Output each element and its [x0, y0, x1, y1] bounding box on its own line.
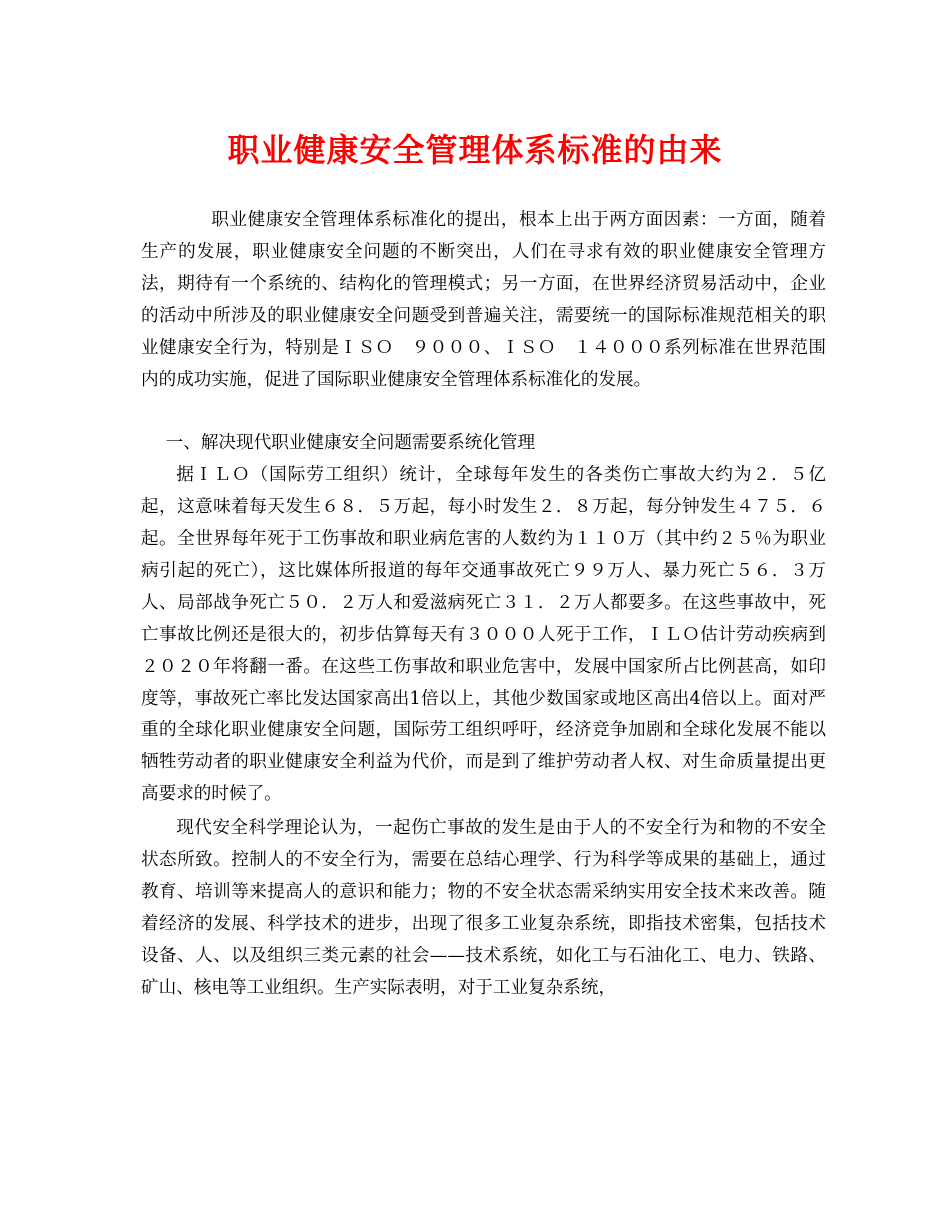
section-heading: 一、解决现代职业健康安全问题需要系统化管理: [165, 433, 536, 454]
intro-paragraph: 职业健康安全管理体系标准化的提出，根本上出于两方面因素：一方面，随着生产的发展，职业健康安全问题的不断突出，人们在寻求有效的职业健康安全管理方法，期待有一个系统的、结构化的管理模式；另一方面，在世界经济贸易活动中，企业的活动中所涉及的职业健康安全问题受到普遍关注，需要统一的国际标准规范相关的职业健康安全行为，特别是ＩＳＯ ９０００、ＩＳＯ １４０００系列标准在世界范围内的成功实施，促进了国际职业健康安全管理体系标准化的发展。: [141, 210, 826, 390]
ilo-statistics-paragraph: 据ＩＬＯ（国际劳工组织）统计，全球每年发生的各类伤亡事故大约为２．５亿起，这意味着每天发生６８．５万起，每小时发生２．８万起，每分钟发生４７５．６起。全世界每年死于工伤事故和职业病危害的人数约为１１０万（其中约２５％为职业病引起的死亡），这比媒体所报道的每年交通事故死亡９９万人、暴力死亡５６．３万人、局部战争死亡５０．２万人和爱滋病死亡３１．２万人都要多。在这些事故中，死亡事故比例还是很大的，初步估算每天有３０００人死于工作，ＩＬＯ估计劳动疾病到２０２０年将翻一番。在这些工伤事故和职业危害中，发展中国家所占比例甚高，如印度等，事故死亡率比发达国家高出1倍以上，其他少数国家或地区高出4倍以上。面对严重的全球化职业健康安全问题，国际劳工组织呼吁，经济竞争加剧和全球化发展不能以牺牲劳动者的职业健康安全利益为代价，而是到了维护劳动者人权、对生命质量提出更高要求的时候了。: [141, 465, 826, 805]
document-title: 职业健康安全管理体系标准的由来: [227, 131, 723, 169]
safety-theory-paragraph: 现代安全科学理论认为，一起伤亡事故的发生是由于人的不安全行为和物的不安全状态所致。控制人的不安全行为，需要在总结心理学、行为科学等成果的基础上，通过教育、培训等来提高人的意识和能力；物的不安全状态需采纳实用安全技术来改善。随着经济的发展、科学技术的进步，出现了很多工业复杂系统，即指技术密集，包括技术设备、人、以及组织三类元素的社会——技术系统，如化工与石油化工、电力、铁路、矿山、核电等工业组织。生产实际表明，对于工业复杂系统，: [141, 818, 826, 998]
document-body: [141, 205, 826, 1005]
